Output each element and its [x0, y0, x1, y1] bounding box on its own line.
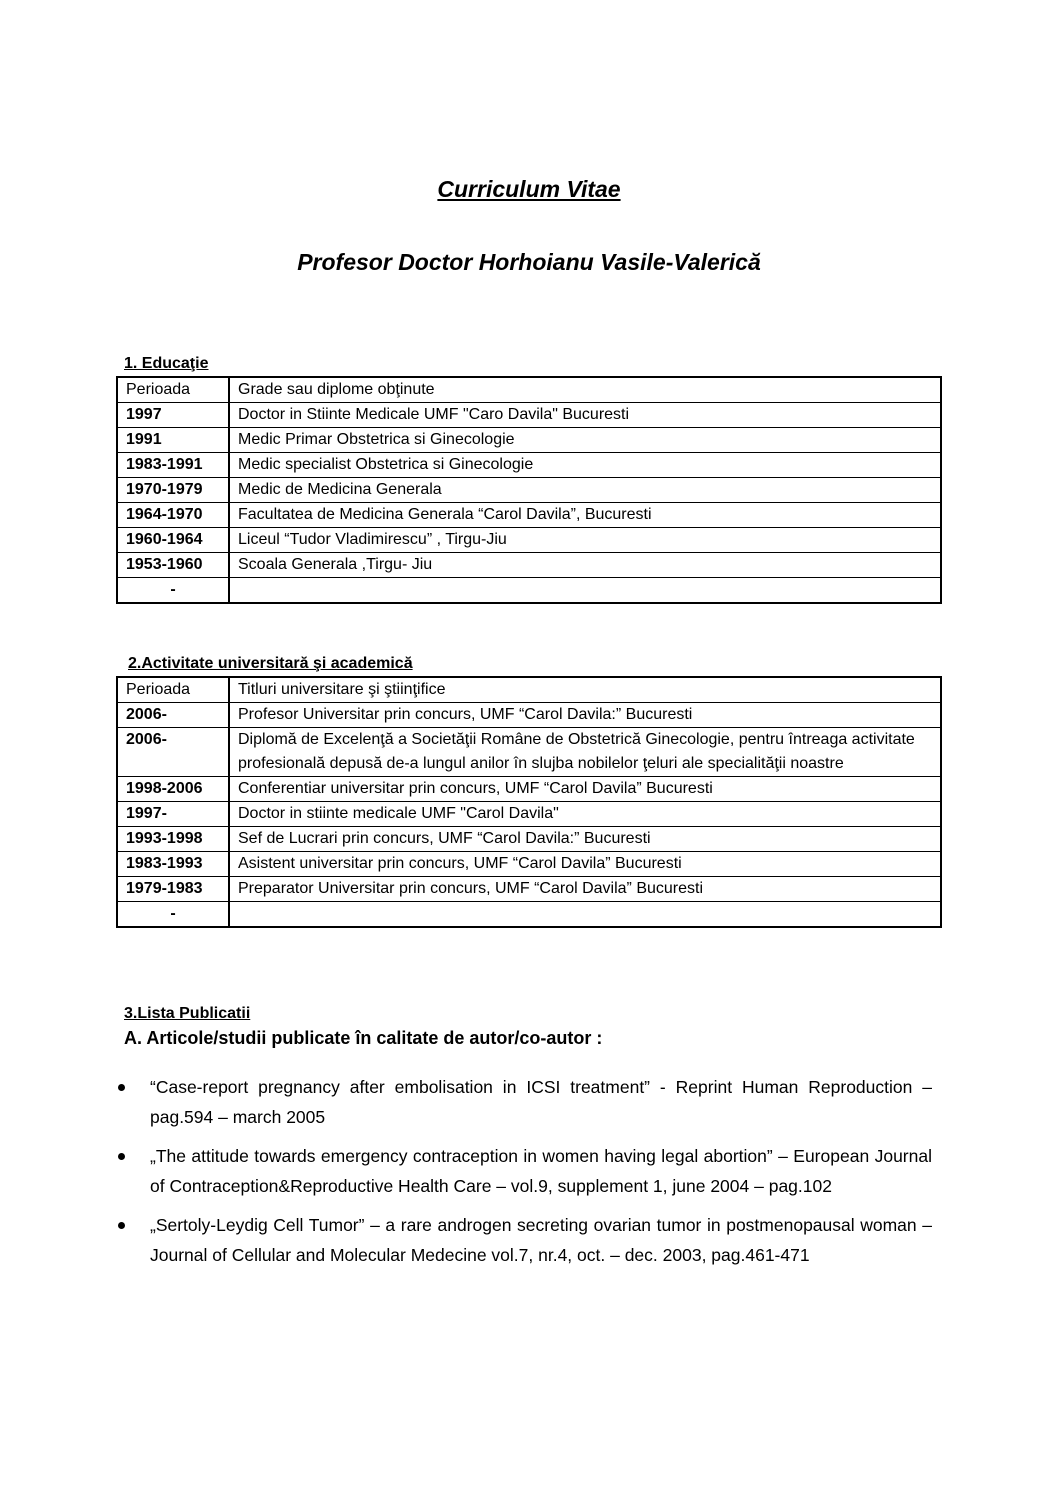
publications-heading: 3.Lista Publicatii: [124, 1005, 251, 1022]
table-row: [117, 802, 941, 827]
period-cell: 1993-1998: [117, 827, 229, 852]
description-cell: Medic specialist Obstetrica si Ginecologie: [229, 453, 941, 478]
publications-subheading: A. Articole/studii publicate în calitate de autor/co-autor :: [124, 1028, 603, 1048]
description-cell: Asistent universitar prin concurs, UMF “Carol Davila” Bucuresti: [229, 852, 941, 877]
table-row: [117, 553, 941, 578]
table-row-empty: [117, 578, 941, 604]
list-item: [150, 1072, 932, 1132]
description-cell: Diplomă de Excelenţă a Societăţii Române de Obstetrică Ginecologie, pentru întreaga activitate profesională depusă de-a lungul anilor în slujba nobilelor ţeluri ale specialităţii noastre: [229, 728, 941, 777]
table-row: [117, 453, 941, 478]
description-cell: Facultatea de Medicina Generala “Carol Davila”, Bucuresti: [229, 503, 941, 528]
table-header-row: [117, 377, 941, 403]
table-row: [117, 528, 941, 553]
table-row: [117, 403, 941, 428]
period-cell: 1991: [117, 428, 229, 453]
period-cell: 1997-: [117, 802, 229, 827]
period-cell: 1997: [117, 403, 229, 428]
period-cell: 1964-1970: [117, 503, 229, 528]
period-cell: 1970-1979: [117, 478, 229, 503]
table-row: [117, 703, 941, 728]
table-row: [117, 428, 941, 453]
period-cell: -: [117, 902, 229, 928]
description-cell: Profesor Universitar prin concurs, UMF “Carol Davila:” Bucuresti: [229, 703, 941, 728]
table-row: [117, 728, 941, 777]
description-cell: Medic de Medicina Generala: [229, 478, 941, 503]
column-header-description: Grade sau diplome obţinute: [229, 377, 941, 403]
description-cell: [229, 578, 941, 604]
description-cell: Preparator Universitar prin concurs, UMF “Carol Davila” Bucuresti: [229, 877, 941, 902]
period-cell: -: [117, 578, 229, 604]
description-cell: Conferentiar universitar prin concurs, UMF “Carol Davila” Bucuresti: [229, 777, 941, 802]
document-title: Curriculum Vitae: [437, 176, 621, 202]
table-header-row: [117, 677, 941, 703]
publication-text: „The attitude towards emergency contraception in women having legal abortion” – European Journal of Contraception&Reproductive Health Care – vol.9, supplement 1, june 2004 – pag.102: [150, 1146, 932, 1196]
column-header-description: Titluri universitare şi ştiinţifice: [229, 677, 941, 703]
period-cell: 1979-1983: [117, 877, 229, 902]
table-row: [117, 852, 941, 877]
description-cell: Sef de Lucrari prin concurs, UMF “Carol Davila:” Bucuresti: [229, 827, 941, 852]
academic-table: [116, 676, 942, 928]
publication-text: „Sertoly-Leydig Cell Tumor” – a rare androgen secreting ovarian tumor in postmenopausal woman – Journal of Cellular and Molecular Medecine vol.7, nr.4, oct. – dec. 2003, pag.461-471: [150, 1215, 932, 1265]
bullet-icon: [118, 1222, 125, 1229]
table-row-empty: [117, 902, 941, 928]
table-row: [117, 777, 941, 802]
table-row: [117, 503, 941, 528]
table-row: [117, 827, 941, 852]
education-table: [116, 376, 942, 604]
description-cell: Liceul “Tudor Vladimirescu” , Tirgu-Jiu: [229, 528, 941, 553]
bullet-icon: [118, 1153, 125, 1160]
period-cell: 1983-1991: [117, 453, 229, 478]
bullet-icon: [118, 1084, 125, 1091]
description-cell: [229, 902, 941, 928]
period-cell: 2006-: [117, 728, 229, 777]
list-item: [150, 1141, 932, 1201]
academic-heading: 2.Activitate universitară şi academică: [128, 655, 413, 672]
description-cell: Doctor in stiinte medicale UMF "Carol Davila": [229, 802, 941, 827]
description-cell: Scoala Generala ,Tirgu- Jiu: [229, 553, 941, 578]
period-cell: 1953-1960: [117, 553, 229, 578]
period-cell: 1983-1993: [117, 852, 229, 877]
publication-text: “Case-report pregnancy after embolisation in ICSI treatment” - Reprint Human Reproduction – pag.594 – march 2005: [150, 1077, 932, 1127]
table-row: [117, 478, 941, 503]
period-cell: 1960-1964: [117, 528, 229, 553]
description-cell: Doctor in Stiinte Medicale UMF "Caro Davila" Bucuresti: [229, 403, 941, 428]
period-cell: 2006-: [117, 703, 229, 728]
column-header-period: Perioada: [117, 377, 229, 403]
description-cell: Medic Primar Obstetrica si Ginecologie: [229, 428, 941, 453]
period-cell: 1998-2006: [117, 777, 229, 802]
document-subtitle: Profesor Doctor Horhoianu Vasile-Valerică: [297, 249, 761, 275]
education-heading: 1. Educaţie: [124, 355, 209, 372]
publications-list: [0, 1072, 1058, 1279]
list-item: [150, 1210, 932, 1270]
table-row: [117, 877, 941, 902]
column-header-period: Perioada: [117, 677, 229, 703]
